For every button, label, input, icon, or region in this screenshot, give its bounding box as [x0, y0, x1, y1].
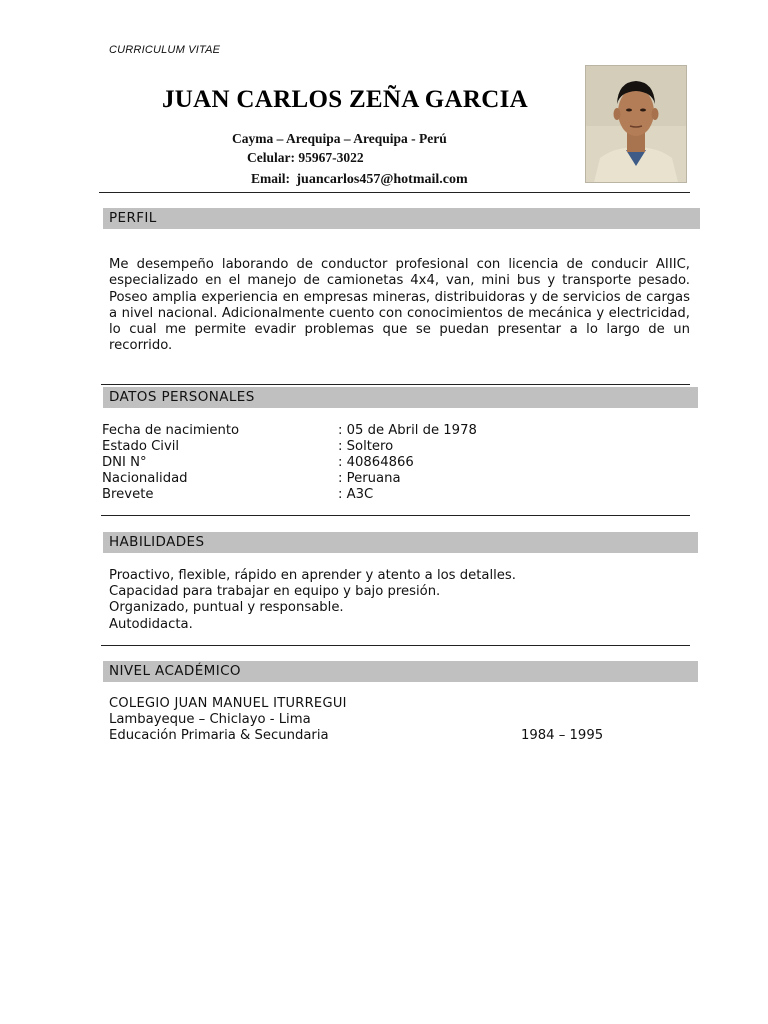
email-address: juancarlos457@hotmail.com — [296, 172, 468, 187]
section-header-nivel-academico: NIVEL ACADÉMICO — [103, 661, 698, 682]
perfil-divider — [101, 384, 690, 385]
document-label: CURRICULUM VITAE — [109, 44, 221, 56]
section-header-datos-personales: DATOS PERSONALES — [103, 387, 698, 408]
datos-value: : 05 de Abril de 1978 — [338, 423, 477, 438]
habilidad-item: Capacidad para trabajar en equipo y bajo presión. — [109, 584, 441, 599]
education-level: Educación Primaria & Secundaria — [109, 728, 329, 743]
candidate-name: JUAN CARLOS ZEÑA GARCIA — [162, 86, 528, 113]
phone-number: 95967-3022 — [298, 150, 364, 165]
header-divider — [99, 192, 690, 193]
education-years: 1984 – 1995 — [521, 728, 604, 743]
habilidad-item: Organizado, puntual y responsable. — [109, 600, 344, 615]
section-header-perfil: PERFIL — [103, 208, 700, 229]
school-location: Lambayeque – Chiclayo - Lima — [109, 712, 311, 727]
habilidad-item: Proactivo, flexible, rápido en aprender y atento a los detalles. — [109, 568, 516, 583]
phone-label: Celular: — [247, 150, 295, 165]
datos-key: Nacionalidad — [102, 471, 188, 486]
datos-value: : A3C — [338, 487, 374, 502]
datos-key: DNI N° — [102, 455, 147, 470]
datos-key: Estado Civil — [102, 439, 180, 454]
datos-row-fecha — [102, 423, 522, 439]
datos-row-dni — [102, 455, 522, 471]
datos-row-estado-civil — [102, 439, 522, 455]
datos-key: Fecha de nacimiento — [102, 423, 240, 438]
email-line — [251, 171, 468, 188]
profile-photo-image — [586, 66, 686, 182]
datos-value: : Peruana — [338, 471, 401, 486]
datos-key: Brevete — [102, 487, 154, 502]
habilidades-divider — [101, 645, 690, 646]
datos-row-nacionalidad — [102, 471, 522, 487]
datos-value: : Soltero — [338, 439, 394, 454]
profile-photo — [585, 65, 687, 183]
perfil-text: Me desempeño laborando de conductor profesional con licencia de conducir AIIIC, especializado en el manejo de camionetas 4x4, van, mini bus y transporte pesado. Poseo amplia experiencia en empresas mineras, distribuidoras y de servicios de cargas a nivel nacional. Adicionalmente cuento con conocimientos de mecánica y electricidad, lo cual me permite evadir problemas que se puedan presentar a lo largo de un recorrido. — [109, 257, 690, 354]
section-header-habilidades: HABILIDADES — [103, 532, 698, 553]
habilidad-item: Autodidacta. — [109, 617, 193, 632]
datos-row-brevete — [102, 487, 522, 503]
email-label: Email: — [251, 171, 290, 186]
school-name: COLEGIO JUAN MANUEL ITURREGUI — [109, 696, 347, 711]
address-line: Cayma – Arequipa – Arequipa - Perú — [232, 131, 447, 146]
phone-line — [247, 150, 364, 166]
datos-value: : 40864866 — [338, 455, 414, 470]
datos-divider — [101, 515, 690, 516]
